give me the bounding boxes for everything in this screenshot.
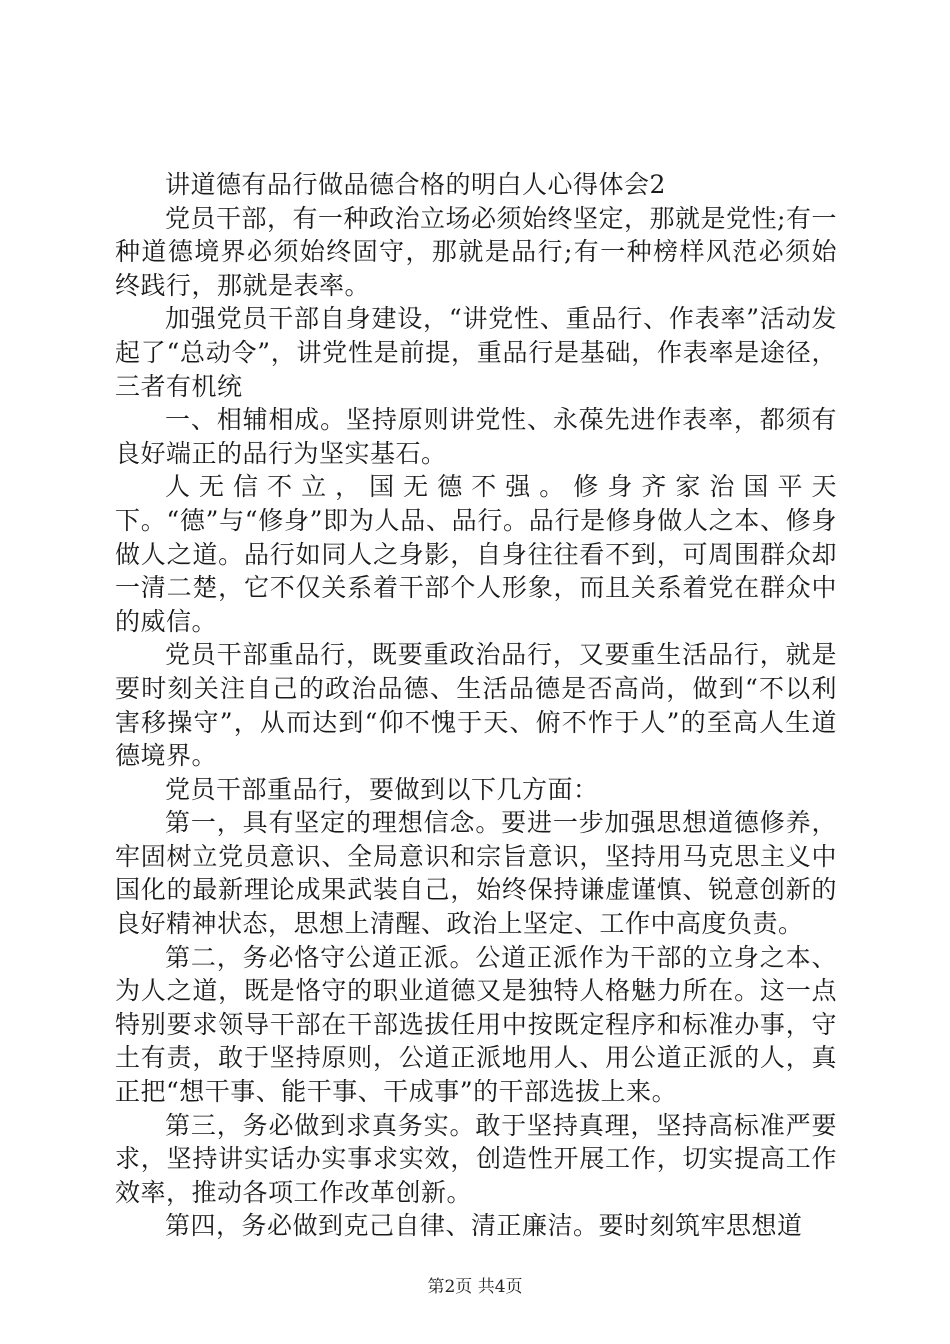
paragraph: 第三，务必做到求真务实。敢于坚持真理，坚持高标准严要求，坚持讲实话办实事求实效，创造性开展工作，切实提高工作效率，推动各项工作改革创新。 — [115, 1110, 837, 1207]
page-number-footer: 第2页 共4页 — [427, 1277, 523, 1297]
document-title: 讲道德有品行做品德合格的明白人心得体会2 — [165, 170, 666, 199]
paragraph: 党员干部重品行，既要重政治品行，又要重生活品行，就是要时刻关注自己的政治品德、生活品德是否高尚，做到“不以利害移操守”，从而达到“仰不愧于天、俯不怍于人”的至高人生道德境界。 — [115, 640, 837, 771]
paragraph: 第一，具有坚定的理想信念。要进一步加强思想道德修养，牢固树立党员意识、全局意识和宗旨意识，坚持用马克思主义中国化的最新理论成果武装自己，始终保持谦虚谨慎、锐意创新的良好精神状态，思想上清醒、政治上坚定、工作中高度负责。 — [115, 808, 837, 939]
paragraph: 人无信不立，国无德不强。修身齐家治国平天下。“德”与“修身”即为人品、品行。品行是修身做人之本、修身做人之道。品行如同人之身影，自身往往看不到，可周围群众却一清二楚，它不仅关系着干部个人形象，而且关系着党在群众中的威信。 — [115, 472, 837, 636]
paragraph: 党员干部重品行，要做到以下几方面： — [165, 774, 599, 804]
paragraph: 第四，务必做到克己自律、清正廉洁。要时刻筑牢思想道 — [165, 1211, 803, 1241]
paragraph: 加强党员干部自身建设，“讲党性、重品行、作表率”活动发起了“总动令”，讲党性是前提，重品行是基础，作表率是途径，三者有机统 — [115, 304, 837, 401]
document-body — [115, 168, 837, 1243]
paragraph: 党员干部，有一种政治立场必须始终坚定，那就是党性;有一种道德境界必须始终固守，那就是品行;有一种榜样风范必须始终践行，那就是表率。 — [115, 203, 837, 300]
paragraph: 一、相辅相成。坚持原则讲党性、永葆先进作表率，都须有良好端正的品行为坚实基石。 — [115, 405, 837, 468]
paragraph: 第二，务必恪守公道正派。公道正派作为干部的立身之本、为人之道，既是恪守的职业道德又是独特人格魅力所在。这一点特别要求领导干部在干部选拔任用中按既定程序和标准办事，守土有责，敢于坚持原则，公道正派地用人、用公道正派的人，真正把“想干事、能干事、干成事”的干部选拔上来。 — [115, 942, 837, 1107]
